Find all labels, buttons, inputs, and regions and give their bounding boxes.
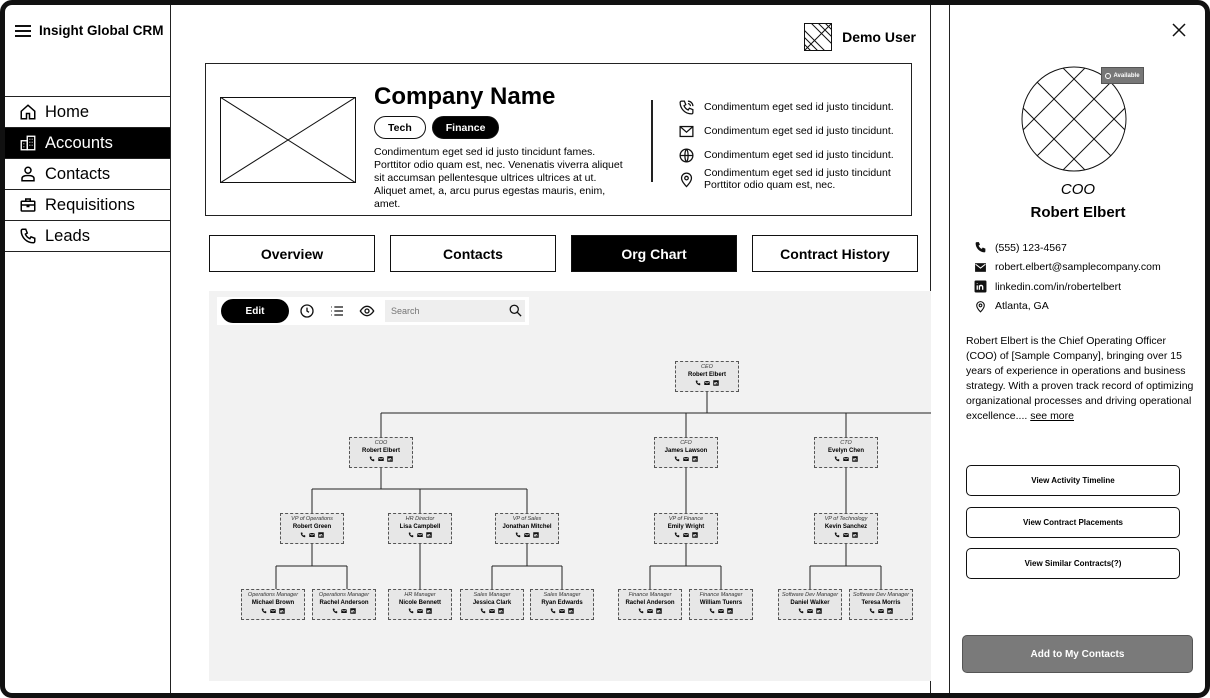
org-node-actions (815, 456, 877, 462)
mail-icon[interactable] (559, 608, 565, 614)
org-node[interactable] (312, 589, 376, 620)
phone-icon[interactable] (695, 380, 701, 386)
org-node-role: Operations Manager (318, 592, 370, 598)
org-node-name: Nicole Bennett (398, 600, 441, 606)
company-phone[interactable] (678, 95, 908, 119)
sidebar-item-home[interactable] (5, 97, 170, 128)
org-node-name: Daniel Walker (790, 600, 830, 606)
mail-icon[interactable] (524, 532, 530, 538)
org-node-role: Software Dev Manager (852, 592, 910, 598)
linkedin-icon[interactable] (816, 608, 822, 614)
company-description: Condimentum eget sed id justo tincidunt fames. Porttitor odio quam est, nec. Venenatis viverra aliquet sit accumsan pellentesque ultrices ultrices at ut. Aliquet amet, a, arcu purus egestas mauris, enim, amet. (374, 146, 623, 210)
company-website-text: Condimentum eget sed id justo tincidunt. (704, 149, 894, 161)
sidebar-item-label: Requisitions (45, 195, 135, 214)
org-node-role: COO (374, 440, 388, 446)
org-node[interactable] (388, 589, 452, 620)
mail-icon[interactable] (704, 380, 710, 386)
org-node-name: Ryan Edwards (541, 600, 583, 606)
org-node-actions (779, 608, 841, 614)
mail-icon[interactable] (807, 608, 813, 614)
org-node-name: Robert Green (292, 524, 332, 530)
mail-icon (678, 123, 695, 140)
org-node[interactable] (849, 589, 913, 620)
phone-icon[interactable] (834, 532, 840, 538)
org-node-actions (655, 532, 717, 538)
phone-icon[interactable] (332, 608, 338, 614)
sidebar-item-label: Home (45, 102, 90, 121)
status-badge (1101, 67, 1144, 84)
user-name: Demo User (842, 29, 916, 45)
mail-icon[interactable] (843, 532, 849, 538)
company-address[interactable] (678, 167, 908, 191)
linkedin-icon[interactable] (426, 608, 432, 614)
phone-icon[interactable] (515, 532, 521, 538)
phone-icon[interactable] (408, 532, 414, 538)
mail-icon[interactable] (718, 608, 724, 614)
org-node-role: VP of Operations (291, 516, 333, 522)
profile-phone-text: (555) 123-4567 (995, 241, 1067, 254)
linkedin-icon[interactable] (852, 456, 858, 462)
mail-icon[interactable] (647, 608, 653, 614)
phone-icon[interactable] (869, 608, 875, 614)
linkedin-icon[interactable] (852, 532, 858, 538)
mail-icon[interactable] (683, 456, 689, 462)
phone-icon[interactable] (550, 608, 556, 614)
org-node-actions (619, 608, 681, 614)
org-node[interactable] (388, 513, 452, 544)
org-node-actions (242, 608, 304, 614)
org-node-name: James Lawson (664, 448, 708, 454)
tab-contacts[interactable]: Contacts (390, 235, 556, 272)
main-content (171, 5, 931, 693)
linkedin-icon[interactable] (692, 532, 698, 538)
org-node[interactable] (349, 437, 413, 468)
org-node-actions (281, 532, 343, 538)
globe-icon (678, 147, 695, 164)
profile-location-text: Atlanta, GA (995, 300, 1049, 313)
brand (15, 23, 164, 38)
sidebar-item-label: Leads (45, 226, 90, 245)
sidebar-item-leads[interactable] (5, 221, 170, 252)
tab-contract-history[interactable]: Contract History (752, 235, 918, 272)
app-title: Insight Global CRM (39, 23, 164, 38)
org-node[interactable] (495, 513, 559, 544)
contact-detail-panel (949, 5, 1205, 693)
org-node[interactable] (280, 513, 344, 544)
sidebar-item-requisitions[interactable] (5, 190, 170, 221)
building-icon (19, 134, 37, 152)
mail-icon[interactable] (417, 608, 423, 614)
org-node[interactable] (530, 589, 594, 620)
phone-icon[interactable] (674, 532, 680, 538)
linkedin-icon[interactable] (656, 608, 662, 614)
mail-icon[interactable] (341, 608, 347, 614)
company-tags (374, 116, 499, 139)
org-node-role: CEO (701, 364, 713, 370)
org-node-actions (690, 608, 752, 614)
phone-icon[interactable] (674, 456, 680, 462)
company-website[interactable] (678, 143, 908, 167)
mail-icon[interactable] (878, 608, 884, 614)
phone-icon[interactable] (798, 608, 804, 614)
mail-icon[interactable] (489, 608, 495, 614)
org-node-actions (461, 608, 523, 614)
phone-icon[interactable] (261, 608, 267, 614)
org-node-name: Evelyn Chen (827, 448, 864, 454)
profile-contact-info (974, 238, 1161, 316)
org-node[interactable] (241, 589, 305, 620)
org-node-role: Operations Manager (247, 592, 299, 598)
see-more-link[interactable]: see more (1030, 410, 1074, 422)
linkedin-icon[interactable] (498, 608, 504, 614)
org-node-actions (389, 532, 451, 538)
org-node-name: Emily Wright (667, 524, 705, 530)
org-node-role: HR Director (405, 516, 435, 522)
profile-email-text: robert.elbert@samplecompany.com (995, 261, 1161, 274)
sidebar-nav (5, 96, 170, 252)
phone-icon[interactable] (369, 456, 375, 462)
org-node-role: HR Manager (404, 592, 436, 598)
org-node-actions (313, 608, 375, 614)
mail-icon[interactable] (683, 532, 689, 538)
mail-icon[interactable] (843, 456, 849, 462)
linkedin-icon[interactable] (692, 456, 698, 462)
divider (651, 100, 653, 182)
phone-icon[interactable] (638, 608, 644, 614)
phone-call-icon (678, 99, 695, 116)
org-node-role: VP of Technology (824, 516, 868, 522)
org-node-role: CFO (680, 440, 692, 446)
close-icon[interactable] (1171, 22, 1187, 38)
profile-linkedin[interactable] (974, 277, 1161, 297)
org-node-name: William Tuenrs (699, 600, 743, 606)
profile-role: COO (1060, 181, 1096, 198)
org-node[interactable] (654, 437, 718, 468)
linkedin-icon[interactable] (387, 456, 393, 462)
menu-icon[interactable] (15, 25, 31, 37)
org-node-actions (350, 456, 412, 462)
phone-icon[interactable] (408, 608, 414, 614)
org-node-role: CTO (840, 440, 852, 446)
linkedin-icon[interactable] (279, 608, 285, 614)
avatar-placeholder-icon (804, 23, 832, 51)
org-node[interactable] (675, 361, 739, 392)
org-node-role: VP of Sales (512, 516, 542, 522)
org-node-actions (531, 608, 593, 614)
mail-icon[interactable] (378, 456, 384, 462)
org-node-name: Kevin Sanchez (824, 524, 868, 530)
org-node-actions (676, 380, 738, 386)
org-node-name: Rachel Anderson (625, 600, 675, 606)
linkedin-icon[interactable] (533, 532, 539, 538)
org-node-name: Rachel Anderson (319, 600, 369, 606)
tag-finance[interactable]: Finance (432, 116, 500, 139)
org-node-role: Finance Manager (628, 592, 672, 598)
phone-icon (19, 227, 37, 245)
org-connector-lines (209, 291, 931, 681)
profile-name: Robert Elbert (1030, 204, 1126, 221)
mail-icon[interactable] (417, 532, 423, 538)
phone-icon (974, 241, 987, 254)
sidebar-item-accounts[interactable] (5, 128, 170, 159)
phone-icon[interactable] (300, 532, 306, 538)
company-email-text: Condimentum eget sed id justo tincidunt. (704, 125, 894, 137)
view-activity-timeline-button[interactable]: View Activity Timeline (966, 465, 1180, 496)
org-node-name: Jonathan Mitchel (502, 524, 552, 530)
org-node-name: Robert Elbert (687, 372, 726, 378)
profile-linkedin-text: linkedin.com/in/robertelbert (995, 280, 1122, 293)
org-node-actions (389, 608, 451, 614)
phone-icon[interactable] (709, 608, 715, 614)
linkedin-icon (974, 280, 987, 293)
org-node[interactable] (618, 589, 682, 620)
sidebar-item-label: Contacts (45, 164, 111, 183)
profile-email[interactable] (974, 258, 1161, 278)
bio-text: Robert Elbert is the Chief Operating Officer (COO) of [Sample Company], bringing over 15 years of experience in operations and business strategy. With a proven track record of optimizing organizational processes and driving operational excellence.... (966, 335, 1194, 422)
company-name: Company Name (374, 83, 556, 110)
mail-icon[interactable] (309, 532, 315, 538)
sidebar (5, 5, 171, 693)
org-node-name: Jessica Clark (472, 600, 512, 606)
org-node[interactable] (814, 437, 878, 468)
company-logo-placeholder (220, 97, 356, 183)
status-text: Available (1113, 72, 1140, 79)
profile-phone[interactable] (974, 238, 1161, 258)
linkedin-icon[interactable] (350, 608, 356, 614)
org-node-role: Finance Manager (699, 592, 743, 598)
linkedin-icon[interactable] (318, 532, 324, 538)
profile-bio (966, 334, 1198, 424)
tab-org-chart[interactable]: Org Chart (571, 235, 737, 272)
home-icon (19, 103, 37, 121)
org-node-name: Robert Elbert (361, 448, 400, 454)
location-icon (974, 300, 987, 313)
company-address-text: Condimentum eget sed id justo tincidunt Porttitor odio quam est, nec. (704, 167, 891, 191)
org-node[interactable] (689, 589, 753, 620)
org-node-role: Software Dev Manager (781, 592, 839, 598)
company-contact-info (678, 95, 908, 191)
user-menu[interactable] (804, 23, 916, 51)
linkedin-icon[interactable] (426, 532, 432, 538)
org-node[interactable] (778, 589, 842, 620)
org-node-role: Sales Manager (543, 592, 581, 598)
linkedin-icon[interactable] (887, 608, 893, 614)
org-node-name: Teresa Morris (861, 600, 901, 606)
org-node[interactable] (814, 513, 878, 544)
view-contract-placements-button[interactable]: View Contract Placements (966, 507, 1180, 538)
org-node-role: VP of Finance (668, 516, 704, 522)
company-card (205, 63, 912, 216)
phone-icon[interactable] (834, 456, 840, 462)
org-node[interactable] (460, 589, 524, 620)
org-node-actions (815, 532, 877, 538)
linkedin-icon[interactable] (568, 608, 574, 614)
sidebar-item-label: Accounts (45, 133, 113, 152)
linkedin-icon[interactable] (713, 380, 719, 386)
org-node-name: Michael Brown (251, 600, 295, 606)
tag-tech[interactable]: Tech (374, 116, 426, 139)
company-email[interactable] (678, 119, 908, 143)
person-icon (19, 165, 37, 183)
org-node-actions (655, 456, 717, 462)
tab-bar (209, 235, 918, 272)
sidebar-item-contacts[interactable] (5, 159, 170, 190)
org-node-role: Sales Manager (473, 592, 511, 598)
company-phone-text: Condimentum eget sed id justo tincidunt. (704, 101, 894, 113)
profile-location[interactable] (974, 297, 1161, 317)
edit-button[interactable]: Edit (221, 299, 289, 323)
org-node-actions (496, 532, 558, 538)
org-node[interactable] (654, 513, 718, 544)
tab-overview[interactable]: Overview (209, 235, 375, 272)
mail-icon (974, 261, 987, 274)
briefcase-icon (19, 196, 37, 214)
org-chart-canvas[interactable] (209, 291, 931, 681)
mail-icon[interactable] (270, 608, 276, 614)
phone-icon[interactable] (480, 608, 486, 614)
add-to-my-contacts-button[interactable]: Add to My Contacts (962, 635, 1193, 673)
view-similar-contracts-button[interactable]: View Similar Contracts(?) (966, 548, 1180, 579)
linkedin-icon[interactable] (727, 608, 733, 614)
location-icon (678, 171, 695, 188)
org-node-name: Lisa Campbell (399, 524, 441, 530)
org-node-actions (850, 608, 912, 614)
